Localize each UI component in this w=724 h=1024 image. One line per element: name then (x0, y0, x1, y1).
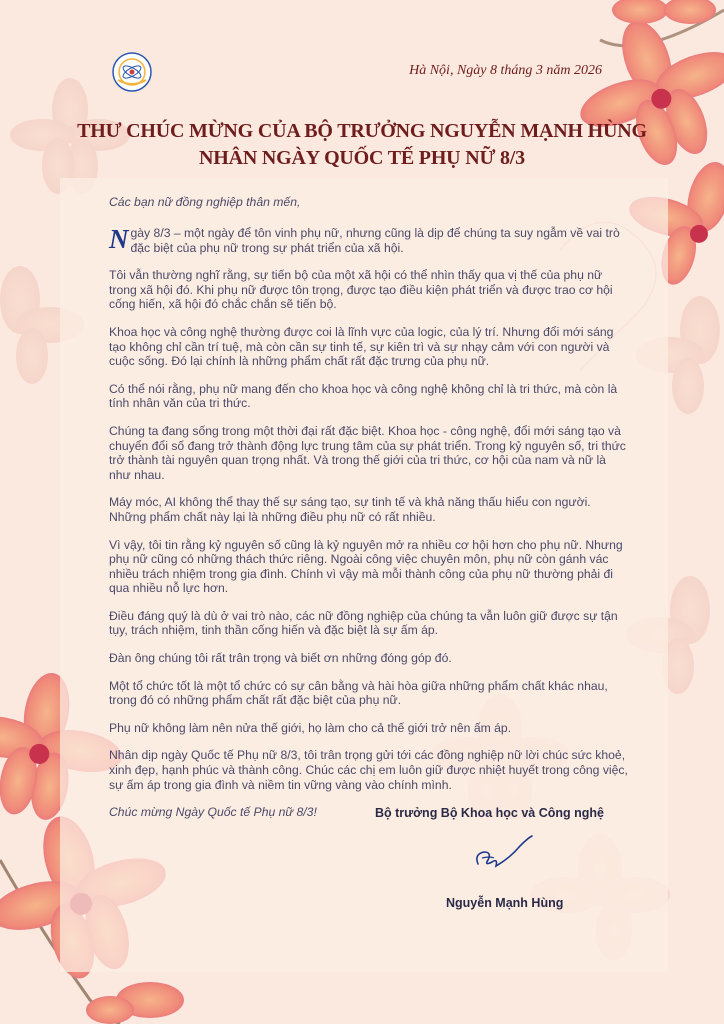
signer-name: Nguyễn Mạnh Hùng (446, 896, 564, 910)
signer-title: Bộ trưởng Bộ Khoa học và Công nghệ (374, 806, 604, 820)
greeting: Các bạn nữ đồng nghiệp thân mến, (109, 195, 301, 209)
ministry-logo (112, 52, 152, 92)
paragraph: Điều đáng quý là dù ở vai trò nào, các nữ đồng nghiệp của chúng ta vẫn luôn giữ được sự tận tụy, trách nhiệm, tinh thần cống hiến và đặc biệt là sự ấm áp. (109, 608, 618, 638)
page-title (62, 118, 662, 172)
paragraph: Tôi vẫn thường nghĩ rằng, sự tiến bộ của một xã hội có thể nhìn thấy qua vị thế của phụ nữ trong xã hội đó. Khi phụ nữ được tôn trọng, được tạo điều kiện phát triển và được trao cơ hội cống hiến, xã hội đó chắc chắn sẽ tiến bộ. (109, 268, 613, 312)
drop-cap: N (109, 224, 129, 254)
paragraph: Có thể nói rằng, phụ nữ mang đến cho khoa học và công nghệ không chỉ là tri thức, mà còn là tính nhân văn của tri thức. (109, 381, 618, 411)
paragraph-1 (109, 226, 629, 255)
paragraph: Phụ nữ không làm nên nửa thế giới, họ làm cho cả thế giới trở nên ấm áp. (109, 720, 512, 735)
title-line-1: THƯ CHÚC MỪNG CỦA BỘ TRƯỞNG NGUYỄN MẠNH HÙNG (77, 120, 647, 142)
paragraph: Khoa học và công nghệ thường được coi là lĩnh vực của logic, của lý trí. Nhưng đổi mới sáng tạo không chỉ cần trí tuệ, mà còn cần sự tinh tế, sự kiên trì và sự nhạy cảm với con người và cuộc sống. Đó lại chính là những phẩm chất rất đặc trưng của phụ nữ. (109, 324, 614, 369)
letter-body (109, 226, 629, 833)
paragraph: Máy móc, AI không thể thay thế sự sáng tạo, sự tinh tế và khả năng thấu hiểu con người. Những phẩm chất này lại là những điều phụ nữ có rất nhiều. (109, 495, 591, 524)
closing-line: Chúc mừng Ngày Quốc tế Phụ nữ 8/3! (109, 805, 317, 820)
handwritten-signature (470, 832, 550, 876)
paragraph: Chúng ta đang sống trong một thời đại rất đặc biệt. Khoa học - công nghệ, đổi mới sáng tạo và chuyển đổi số đang trở thành động lực trung tâm của sự phát triển. Trong kỷ nguyên số, tri thức trở thành tài nguyên quan trọng nhất. Và trong thế giới của tri thức, cơ hội của nam và nữ là như nhau. (109, 423, 626, 482)
paragraph-1-text: gày 8/3 – một ngày để tôn vinh phụ nữ, nhưng cũng là dịp để chúng ta suy ngẫm về vai trò đặc biệt của phụ nữ trong sự phát triển của xã hội. (130, 226, 620, 255)
date-line: Hà Nội, Ngày 8 tháng 3 năm 2026 (409, 63, 602, 78)
title-line-2: NHÂN NGÀY QUỐC TẾ PHỤ NỮ 8/3 (199, 147, 525, 169)
paragraph: Đàn ông chúng tôi rất trân trọng và biết ơn những đóng góp đó. (109, 651, 452, 666)
paragraph: Nhân dịp ngày Quốc tế Phụ nữ 8/3, tôi trân trọng gửi tới các đồng nghiệp nữ lời chúc sức khoẻ, xinh đẹp, hạnh phúc và thành công. Chúc các chị em luôn giữ được nhiệt huyết trong công việc, sự ấm áp trong gia đình và niềm tin vững vàng vào chính mình. (109, 748, 628, 792)
paragraph: Một tổ chức tốt là một tổ chức có sự cân bằng và hài hòa giữa những phẩm chất khác nhau, trong đó có những phẩm chất rất đặc biệt của phụ nữ. (109, 678, 608, 708)
paragraph: Vì vậy, tôi tin rằng kỷ nguyên số cũng là kỷ nguyên mở ra nhiều cơ hội hơn cho phụ nữ. Nhưng phụ nữ cũng có những thách thức riêng. Ngoài công việc chuyên môn, phụ nữ còn gánh vác nhiều trách nhiệm trong gia đình. Chính vì vậy mà mỗi thành công của phụ nữ thường phải đi qua nhiều nỗ lực hơn. (109, 537, 623, 596)
